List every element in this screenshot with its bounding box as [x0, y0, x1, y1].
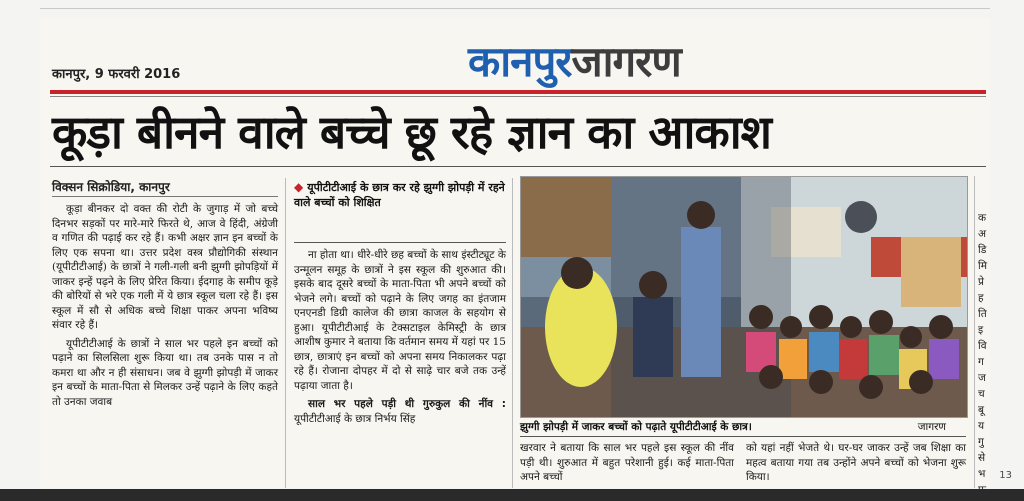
side-fragment-char: क — [978, 212, 987, 224]
page-number: 13 — [999, 470, 1012, 481]
highlight-box — [294, 180, 506, 210]
side-fragment-char: च — [978, 388, 985, 400]
photo-caption — [520, 420, 966, 434]
side-fragment-char: य — [978, 420, 985, 432]
headline-rule — [50, 166, 986, 167]
side-fragment-char: से — [978, 452, 986, 464]
diamond-bullet-icon: ◆ — [294, 180, 304, 194]
caption-text: झुग्गी झोपड़ी में जाकर बच्चों को पढ़ाते यूपीटीटीआई के छात्र। — [520, 421, 752, 433]
paragraph: कूड़ा बीनकर दो वक्त की रोटी के जुगाड़ में जो बच्चे दिनभर सड़कों पर मारे-मारे फिरते थे, आज वे हिंदी, अंग्रेजी व गणित की पढ़ाई कर रहे हैं। कभी अक्षर ज्ञान इन बच्चों के लिए एक सपना था। उत्तर प्रदेश वस्त्र प्रौद्योगिकी संस्थान (यूपीटीटीआई) के छात्रों ने गली-गली बनी झुग्गी झोपड़ियों में जाकर इन्हें पढ़ने के लिए प्रेरित किया। ईदगाह के समीप कूड़े की बोरियों से भरे एक गली में ये छात्र स्कूल चला रहे हैं। इस स्कूल में सौ से अधिक बच्चे शिक्षा पाकर अपना भविष्य संवार रहे हैं। — [52, 203, 278, 331]
column-divider — [512, 178, 513, 488]
caption-rule — [520, 436, 966, 437]
side-fragment-char: वि — [978, 340, 987, 352]
article-column-1 — [52, 202, 278, 490]
article-column-2 — [294, 248, 506, 488]
paragraph: यूपीटीटीआई के छात्रों ने साल भर पहले इन बच्चों को पढ़ाने का सिलसिला शुरू किया था। तब उनके पास न तो कमरा था और न ही संसाधन। जब वे झुग्गी झोपड़ी में जाकर इन बच्चों के माता-पिता से मिलकर उन्हें पढ़ाने के लिए कहते तो उनका जवाब — [52, 337, 278, 408]
column-divider — [285, 178, 286, 488]
side-fragment-char: गु — [978, 436, 984, 448]
byline: विक्सन सिक्रोडिया, कानपुर — [52, 180, 170, 194]
side-fragment-char: डि — [978, 244, 987, 256]
paragraph — [294, 397, 506, 426]
masthead-red-rule — [50, 90, 986, 94]
byline-rule — [52, 196, 278, 197]
paragraph: खरवार ने बताया कि साल भर पहले इस स्कूल की नींव पड़ी थी। शुरुआत में बहुत परेशानी हुई। कई माता-पिता अपने बच्चों — [520, 442, 734, 483]
headline: कूड़ा बीनने वाले बच्चे छू रहे ज्ञान का आकाश — [52, 105, 771, 159]
side-fragment-char: भ — [978, 468, 986, 480]
classroom-photo-illustration — [521, 177, 967, 417]
photo-credit: जागरण — [917, 421, 946, 433]
dateline: कानपुर, 9 फरवरी 2016 — [52, 67, 181, 82]
subheading-text: यूपीटीटीआई के छात्र निर्भय सिंह — [294, 412, 416, 425]
side-fragment-char: मि — [978, 260, 987, 272]
newspaper-clipping — [40, 18, 990, 488]
brand-city: कानपुर — [468, 37, 572, 86]
side-fragment-char: ग — [978, 356, 984, 368]
top-divider — [40, 8, 990, 9]
masthead-thin-rule — [50, 96, 986, 97]
side-fragment-char: ह — [978, 292, 984, 304]
paragraph: ना होता था। धीरे-धीरे छह बच्चों के साथ इंस्टीट्यूट के उन्मूलन समूह के छात्रों ने इस स्कूल की शुरुआत की। इसके बाद दूसरे बच्चों के माता-पिता भी अपने बच्चों को भेजने लगे। बच्चों को पढ़ाने के लिए जगह का इंतजाम एनएनडी डिग्री कालेज की छात्रा काजल के सहयोग से हुआ। यूपीटीटीआई के टेक्सटाइल केमिस्ट्री के छात्र आशीष कुमार ने बताया कि वर्तमान समय में यहां पर 15 छात्र, छात्राएं इन बच्चों को अपना समय निकालकर पढ़ा रहे हैं। रोजाना दोपहर में दो से साढ़े चार बजे तक उन्हें पढ़ाया जाता है। — [294, 249, 506, 392]
side-fragment-char: इ — [978, 324, 984, 336]
side-column-divider — [974, 176, 975, 488]
bottom-bar — [0, 489, 1024, 501]
adjacent-article-fragment — [978, 210, 990, 498]
side-fragment-char: ज — [978, 372, 986, 384]
side-fragment-char: बू — [978, 404, 984, 416]
article-column-4 — [746, 441, 966, 491]
side-fragment-char: अ — [978, 228, 987, 240]
article-photo — [520, 176, 968, 418]
newspaper-brand — [468, 32, 681, 89]
subheading: साल भर पहले पड़ी थी गुरुकुल की नींव : — [308, 398, 506, 410]
article-column-3 — [520, 441, 734, 491]
highlight-text: यूपीटीटीआई के छात्र कर रहे झुग्गी झोपड़ी में रहने वाले बच्चों को शिक्षित — [294, 181, 505, 209]
highlight-rule — [294, 242, 506, 243]
side-fragment-char: ति — [978, 308, 987, 320]
brand-name: जागरण — [571, 37, 681, 86]
side-fragment-char: प्रे — [978, 276, 984, 288]
paragraph: को यहां नहीं भेजते थे। घर-घर जाकर उन्हें जब शिक्षा का महत्व बताया गया तब उन्होंने अपने बच्चों को भेजना शुरू किया। — [746, 442, 966, 483]
